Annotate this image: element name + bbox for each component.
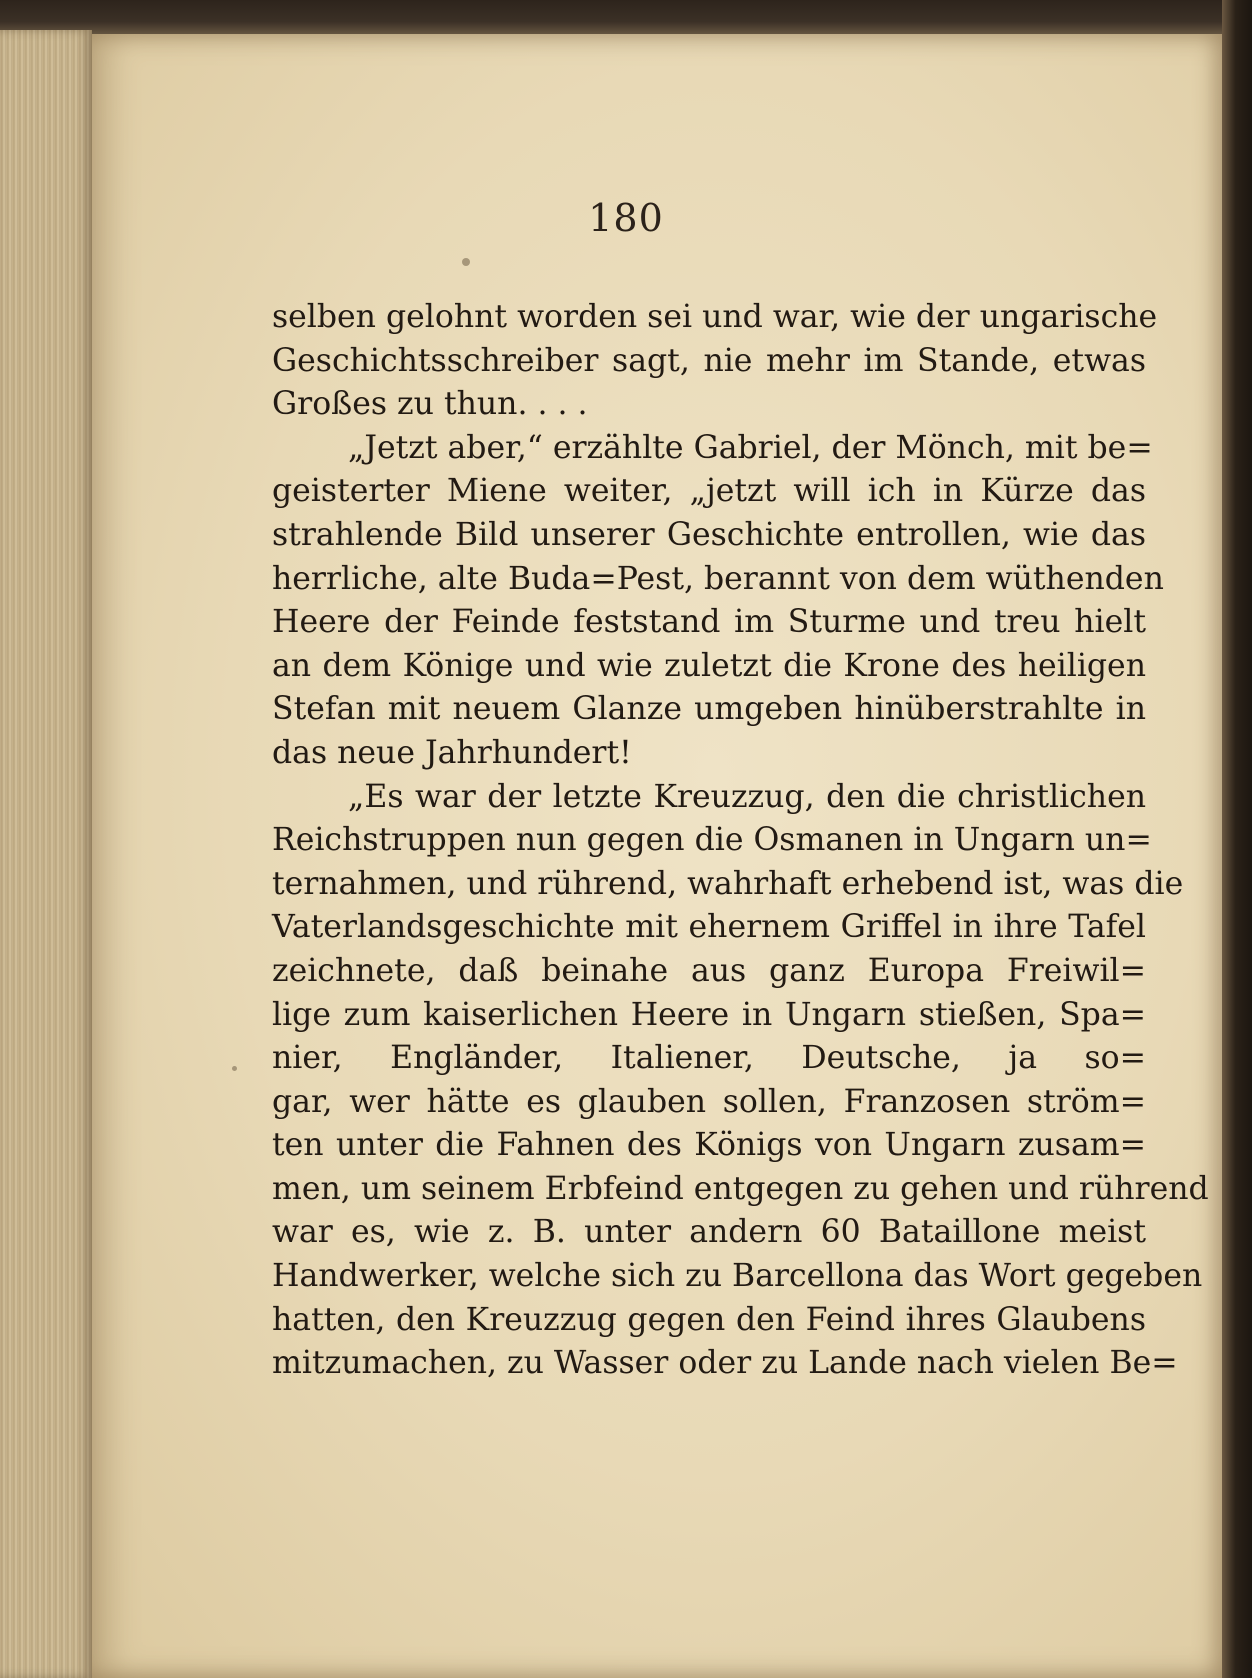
text-line: nier, Engländer, Italiener, Deutsche, ja so= bbox=[272, 1040, 1146, 1077]
page-stack-edge bbox=[0, 30, 92, 1678]
text-line: herrliche, alte Buda=Pest, berannt von dem wüthenden bbox=[272, 560, 1164, 597]
text-line: Großes zu thun. . . . bbox=[272, 386, 588, 423]
text-line: geisterter Miene weiter, „jetzt will ich in Kürze das bbox=[272, 473, 1146, 510]
text-line: Geschichtsschreiber sagt, nie mehr im Stande, etwas bbox=[272, 342, 1146, 379]
text-line: an dem Könige und wie zuletzt die Krone des heiligen bbox=[272, 647, 1146, 684]
book-binding-edge bbox=[1222, 0, 1252, 1678]
text-line: ten unter die Fahnen des Königs von Ungarn zusam= bbox=[272, 1127, 1146, 1164]
paper-spot bbox=[232, 1066, 237, 1071]
text-line: lige zum kaiserlichen Heere in Ungarn stießen, Spa= bbox=[272, 996, 1146, 1033]
text-line: das neue Jahrhundert! bbox=[272, 734, 632, 771]
text-line: Heere der Feinde feststand im Sturme und treu hielt bbox=[272, 604, 1146, 641]
text-line: Vaterlandsgeschichte mit ehernem Griffel in ihre Tafel bbox=[272, 909, 1146, 946]
text-line: Reichstruppen nun gegen die Osmanen in Ungarn un= bbox=[272, 822, 1152, 859]
text-line: strahlende Bild unserer Geschichte entrollen, wie das bbox=[272, 516, 1146, 553]
text-line: „Jetzt aber,“ erzählte Gabriel, der Mönch, mit be= bbox=[348, 429, 1153, 466]
text-line: men, um seinem Erbfeind entgegen zu gehen und rührend bbox=[272, 1170, 1209, 1207]
text-line: mitzumachen, zu Wasser oder zu Lande nach vielen Be= bbox=[272, 1345, 1178, 1382]
text-line: gar, wer hätte es glauben sollen, Franzosen ström= bbox=[272, 1083, 1146, 1120]
text-line: war es, wie z. B. unter andern 60 Bataillone meist bbox=[272, 1214, 1146, 1251]
text-line: zeichnete, daß beinahe aus ganz Europa Freiwil= bbox=[272, 952, 1146, 989]
text-line: „Es war der letzte Kreuzzug, den die christlichen bbox=[348, 778, 1146, 815]
text-line: Stefan mit neuem Glanze umgeben hinüberstrahlte in bbox=[272, 691, 1146, 728]
text-line: hatten, den Kreuzzug gegen den Feind ihres Glaubens bbox=[272, 1301, 1146, 1338]
text-line: Handwerker, welche sich zu Barcellona das Wort gegeben bbox=[272, 1258, 1203, 1295]
body-text bbox=[272, 296, 1209, 1386]
page-number: 180 bbox=[588, 196, 664, 240]
text-line: selben gelohnt worden sei und war, wie der ungarische bbox=[272, 299, 1158, 335]
paper-spot bbox=[462, 258, 470, 266]
text-line: ternahmen, und rührend, wahrhaft erhebend ist, was die bbox=[272, 865, 1184, 902]
book-cover-top-edge bbox=[0, 0, 1252, 36]
